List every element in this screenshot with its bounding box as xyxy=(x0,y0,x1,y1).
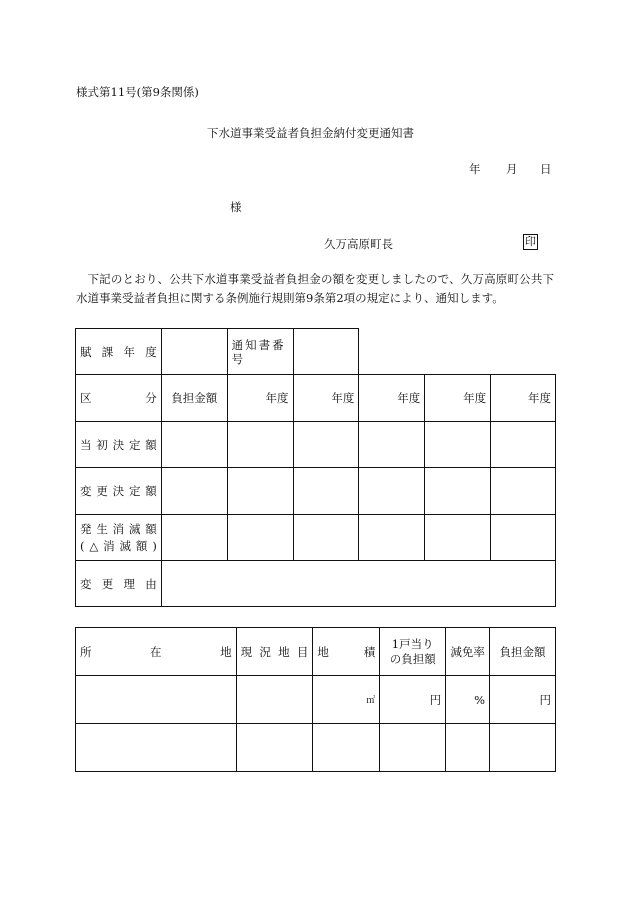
initial-amount-label-cell xyxy=(76,422,162,468)
notice-number-label-cell xyxy=(227,329,293,375)
area-unit: ㎡ xyxy=(313,676,380,724)
issuer-name: 久万高原町長 xyxy=(324,237,393,251)
body-text: 下記のとおり、公共下水道事業受益者負担金の額を変更しましたので、久万高原町公共下水道事業受益者負担に関する条例施行規則第9条第2項の規定により、通知します。 xyxy=(76,272,554,305)
date-day: 日 xyxy=(540,162,552,176)
per-household-header-line2: の負担額 xyxy=(389,651,436,666)
fiscal-year-label: 賦課年度 xyxy=(80,344,157,359)
changed-amount-label: 変更決定額 xyxy=(80,484,157,498)
change-reason-label: 変更理由 xyxy=(80,576,157,591)
area-header-cell xyxy=(313,628,380,676)
location-header: 所在地 xyxy=(80,644,232,659)
land-category-header-cell xyxy=(236,628,313,676)
fiscal-year-value-cell xyxy=(161,329,227,375)
seal-icon: 印 xyxy=(525,235,536,248)
year-header-4: 年度 xyxy=(425,375,491,422)
extinction-amount-label: (△消滅額) xyxy=(80,538,157,553)
changed-amount-label-cell xyxy=(76,468,162,515)
year-header-1: 年度 xyxy=(227,375,293,422)
notice-number-label: 通知書番号 xyxy=(231,337,286,366)
land-category-header: 現況地目 xyxy=(240,644,309,659)
per-household-unit: 円 xyxy=(380,676,446,724)
addressee-suffix: 様 xyxy=(230,200,242,214)
amount-unit: 円 xyxy=(490,676,556,724)
notice-number-value-cell xyxy=(293,329,359,375)
form-number: 様式第11号(第9条関係) xyxy=(76,85,199,99)
seal-mark xyxy=(523,234,538,250)
burden-change-table xyxy=(75,328,556,607)
per-household-header-line1: 1戸当り xyxy=(391,636,434,651)
amount-header-2: 負担金額 xyxy=(490,628,556,676)
date-month: 月 xyxy=(506,162,518,176)
category-label-cell xyxy=(76,375,162,422)
initial-amount-label: 当初決定額 xyxy=(80,437,157,452)
area-header: 地積 xyxy=(317,644,376,659)
property-table xyxy=(75,627,556,772)
location-header-cell xyxy=(76,628,237,676)
change-reason-value xyxy=(161,561,555,607)
category-label: 区分 xyxy=(80,391,157,405)
amount-header: 負担金額 xyxy=(161,375,227,422)
per-household-header-cell xyxy=(380,628,446,676)
document-title: 下水道事業受益者負担金納付変更通知書 xyxy=(207,126,414,140)
arising-extinction-label-cell xyxy=(76,515,162,561)
reduction-rate-header: 減免率 xyxy=(446,628,490,676)
arising-extinction-label: 発生消滅額 xyxy=(80,521,157,536)
year-header-5: 年度 xyxy=(491,375,556,422)
year-header-2: 年度 xyxy=(293,375,359,422)
date-year: 年 xyxy=(469,162,481,176)
fiscal-year-label-cell xyxy=(76,329,162,375)
change-reason-label-cell xyxy=(76,561,162,607)
year-header-3: 年度 xyxy=(359,375,425,422)
reduction-rate-unit: % xyxy=(446,676,490,724)
